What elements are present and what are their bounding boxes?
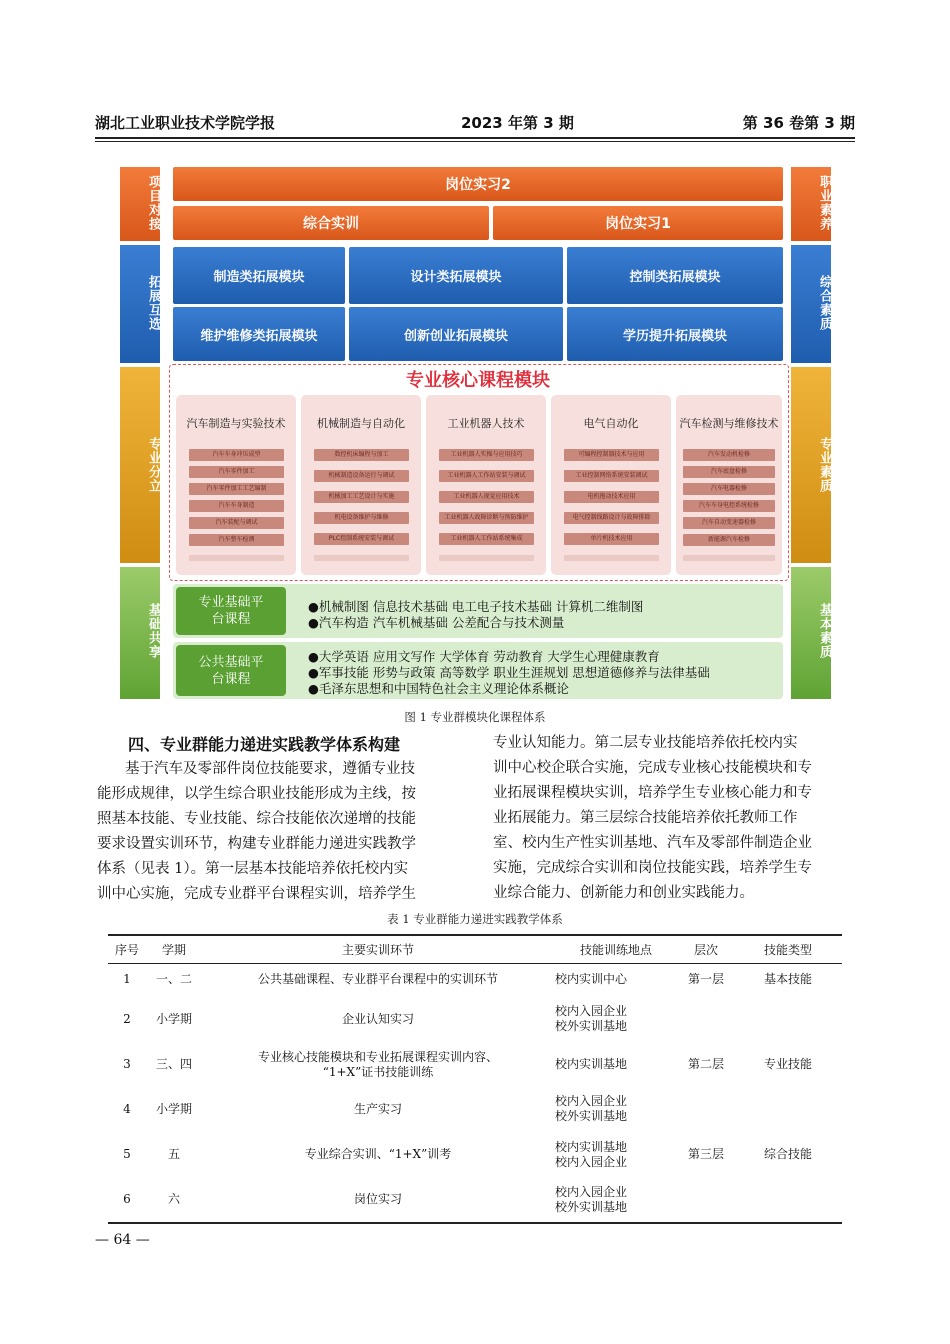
table-cell (678, 1087, 734, 1132)
body-line: 训中心实施，完成专业群平台课程实训，培养学生 (97, 886, 416, 902)
table-cell-line: 生产实习 (353, 1101, 402, 1116)
table-cell-line: 校内实训基地 (555, 1057, 628, 1071)
table-cell-line: 2 (123, 1011, 131, 1026)
curriculum-figure (118, 163, 833, 703)
table-row (108, 1132, 842, 1178)
table-cell-line: 一、二 (155, 972, 192, 987)
body-line: 基于汽车及零部件岗位技能要求，遵循专业技 (125, 761, 415, 777)
body-line: 业综合能力、创新能力和创业实践能力。 (493, 885, 754, 901)
table-cell-line: 专业核心技能模块和专业拓展课程实训内容、 (257, 1049, 498, 1064)
table-cell-line: 小学期 (155, 1101, 192, 1116)
issue-number: 2023 年第 3 期 (461, 114, 574, 132)
table-cell-line: 第二层 (687, 1057, 724, 1071)
left-label-base: 基础共享 (120, 567, 160, 699)
right-label-basic: 基本素质 (791, 567, 831, 699)
table-caption: 表 1 专业群能力递进实践教学体系 (387, 912, 563, 926)
table-cell-line: 校外实训基地 (555, 1109, 628, 1123)
table-cell-line: 3 (123, 1057, 131, 1071)
table-cell (202, 1043, 554, 1087)
base-public-line-1: ●大学英语 应用文写作 大学体育 劳动教育 大学生心理健康教育 (308, 649, 660, 664)
table-cell-line: 第三层 (687, 1147, 724, 1161)
body-line: 室、校内生产性实训基地、汽车及零部件制造企业 (493, 835, 812, 851)
table-cell-line: 校内入园企业 (555, 1094, 628, 1108)
header-index: 序号 (108, 935, 146, 964)
table-cell (678, 964, 734, 996)
table-header-row (108, 935, 842, 964)
table-cell (202, 1132, 554, 1178)
volume-number: 第 36 卷第 3 期 (742, 114, 855, 132)
body-line: 专业认知能力。第二层专业技能培养依托校内实 (493, 735, 798, 751)
figure-caption: 图 1 专业群模块化课程体系 (404, 710, 546, 724)
major-electrical: 电气自动化 可编程控制器技术与应用 工业控制网络系统安装调试 电机拖动技术应用 电气控制线路设计与故障排除 单片机技术应用 (551, 395, 671, 575)
table-cell (108, 996, 146, 1043)
table-cell (146, 964, 202, 996)
major-auto-repair: 汽车检测与维修技术 汽车发动机检修 汽车底盘检修 汽车电器检修 汽车车身电控系统检修 汽车自动变速器检修 新能源汽车检修 (676, 395, 782, 575)
table-cell (108, 964, 146, 996)
ext-module-innovation: 创新创业拓展模块 (349, 307, 563, 361)
table-cell-line: 校内入园企业 (555, 1184, 628, 1199)
table-cell (202, 964, 554, 996)
body-line: 能形成规律，以学生综合职业技能形成为主线，按 (97, 786, 416, 802)
table-cell (554, 1178, 678, 1223)
base-public-line-2: ●军事技能 形势与政策 高等数学 职业生涯规划 思想道德修养与法律基础 (308, 665, 710, 680)
major-mechanical: 机械制造与自动化 数控机床编程与加工 机械制造设备运行与调试 机械加工工艺设计与实施 机电设备维护与维修 PLC控制系统安装与调试 (301, 395, 421, 575)
table-cell-line: 企业认知实习 (341, 1011, 414, 1026)
table-cell (678, 1178, 734, 1223)
table-cell (554, 1087, 678, 1132)
header-rule (95, 137, 855, 139)
practice-table (108, 934, 842, 1224)
table-cell (108, 1043, 146, 1087)
table-cell-line: 基本技能 (763, 972, 812, 987)
base-platform-line-1: ●机械制图 信息技术基础 电工电子技术基础 计算机二维制图 (308, 599, 644, 614)
table-cell-line: 第一层 (687, 972, 724, 987)
table-cell (678, 1132, 734, 1178)
table-cell (734, 1043, 842, 1087)
table-cell-line: 4 (123, 1101, 131, 1116)
table-cell (554, 964, 678, 996)
header-semester: 学期 (146, 935, 202, 964)
table-cell (734, 996, 842, 1043)
table-row (108, 996, 842, 1043)
table-cell-line: 专业综合实训、“1+X”训考 (304, 1147, 452, 1161)
header-level: 层次 (678, 935, 734, 964)
body-line: 训中心校企联合实施，完成专业核心技能模块和专 (493, 760, 812, 776)
section-title: 四、专业群能力递进实践教学体系构建 (128, 735, 401, 754)
header-rule-thin (95, 141, 855, 142)
table-cell (734, 1132, 842, 1178)
running-header (95, 112, 855, 136)
table-cell (146, 1132, 202, 1178)
table-cell (554, 1043, 678, 1087)
table-cell (554, 1132, 678, 1178)
ext-module-manufacturing: 制造类拓展模块 (173, 247, 345, 304)
table-cell-line: 校内实训中心 (555, 972, 628, 987)
table-cell (108, 1087, 146, 1132)
table-cell (202, 996, 554, 1043)
right-label-specialty: 专业素质 (791, 367, 831, 563)
table-cell-line: 五 (167, 1147, 180, 1161)
table-cell (146, 1043, 202, 1087)
table-cell-line: 校内入园企业 (555, 1004, 628, 1018)
body-line: 照基本技能、专业技能、综合技能依次递增的技能 (97, 811, 416, 827)
table-cell-line: 专业技能 (763, 1057, 812, 1071)
journal-name: 湖北工业职业技术学院学报 (95, 114, 276, 132)
body-line: 业拓展能力。第三层综合技能培养依托教师工作 (493, 810, 798, 826)
table-cell-line: 小学期 (155, 1011, 192, 1026)
ext-module-maintenance: 维护维修类拓展模块 (173, 307, 345, 361)
table-cell (202, 1178, 554, 1223)
left-label-project: 项目对接 (120, 167, 160, 241)
ext-module-design: 设计类拓展模块 (349, 247, 563, 304)
table-cell (146, 1178, 202, 1223)
table-cell-line: 三、四 (155, 1057, 192, 1071)
base-platform-line-2: ●汽车构造 汽车机械基础 公差配合与技术测量 (308, 615, 565, 630)
table-cell-line: 6 (123, 1192, 131, 1206)
table-cell (146, 996, 202, 1043)
table-cell (678, 1043, 734, 1087)
body-line: 业拓展课程模块实训，培养学生专业核心能力和专 (493, 785, 812, 801)
table-cell (108, 1178, 146, 1223)
table-row (108, 964, 842, 996)
table-cell (202, 1087, 554, 1132)
body-line: 要求设置实训环节，构建专业群能力递进实践教学 (97, 836, 416, 852)
table-cell (734, 1087, 842, 1132)
body-line: 实施，完成综合实训和岗位技能实践，培养学生专 (493, 860, 812, 876)
table-cell-line: 1 (123, 972, 131, 987)
body-line: 体系（见表 1）。第一层基本技能培养依托校内实 (97, 861, 409, 877)
header-training: 主要实训环节 (202, 935, 554, 964)
page-number: — 64 — (95, 1232, 150, 1248)
header-location: 技能训练地点 (554, 935, 678, 964)
core-module-title: 专业核心课程模块 (406, 370, 550, 391)
table-row (108, 1043, 842, 1087)
ext-module-control: 控制类拓展模块 (567, 247, 783, 304)
internship-2-bar: 岗位实习2 (173, 167, 783, 201)
base-public-line-3: ●毛泽东思想和中国特色社会主义理论体系概论 (308, 681, 569, 696)
table-cell (554, 996, 678, 1043)
comprehensive-training-bar: 综合实训 (173, 206, 489, 240)
header-skill-type: 技能类型 (734, 935, 842, 964)
ext-module-degree: 学历提升拓展模块 (567, 307, 783, 361)
table-cell (678, 996, 734, 1043)
table-cell-line: 岗位实习 (353, 1192, 402, 1206)
table-cell (734, 964, 842, 996)
table-cell-line: 校内入园企业 (555, 1154, 628, 1169)
right-label-comprehensive: 综合素质 (791, 245, 831, 363)
table-cell-line: 综合技能 (763, 1147, 812, 1161)
right-label-professional: 职业素养 (791, 167, 831, 241)
left-label-extension: 拓展互选 (120, 245, 160, 363)
major-robotics: 工业机器人技术 工业机器人实操与应用技巧 工业机器人工作站安装与调试 工业机器人视觉应用技术 工业机器人故障诊断与预防维护 工业机器人工作站系统集成 (426, 395, 546, 575)
left-label-major: 专业分立 (120, 367, 160, 563)
table-cell-line: 校外实训基地 (555, 1019, 628, 1033)
table-cell (108, 1132, 146, 1178)
major-auto-manufacturing: 汽车制造与实验技术 汽车车身冲压成型 汽车零件加工 汽车零件加工工艺编制 汽车车身制造 汽车装配与调试 汽车整车检测 (176, 395, 296, 575)
base-platform-tag: 专业基础平台课程 (176, 587, 286, 635)
table-cell-line: “1+X”证书技能训练 (322, 1064, 434, 1079)
table-cell-line: 校外实训基地 (555, 1199, 628, 1214)
base-public-tag: 公共基础平台课程 (176, 645, 286, 696)
table-cell (146, 1087, 202, 1132)
internship-1-bar: 岗位实习1 (493, 206, 783, 240)
table-row (108, 1178, 842, 1223)
table-cell-line: 六 (167, 1192, 180, 1206)
table-cell-line: 公共基础课程、专业群平台课程中的实训环节 (257, 972, 498, 987)
table-row (108, 1087, 842, 1132)
table-cell-line: 校内实训基地 (555, 1139, 628, 1154)
table-cell-line: 5 (123, 1147, 131, 1161)
table-cell (734, 1178, 842, 1223)
